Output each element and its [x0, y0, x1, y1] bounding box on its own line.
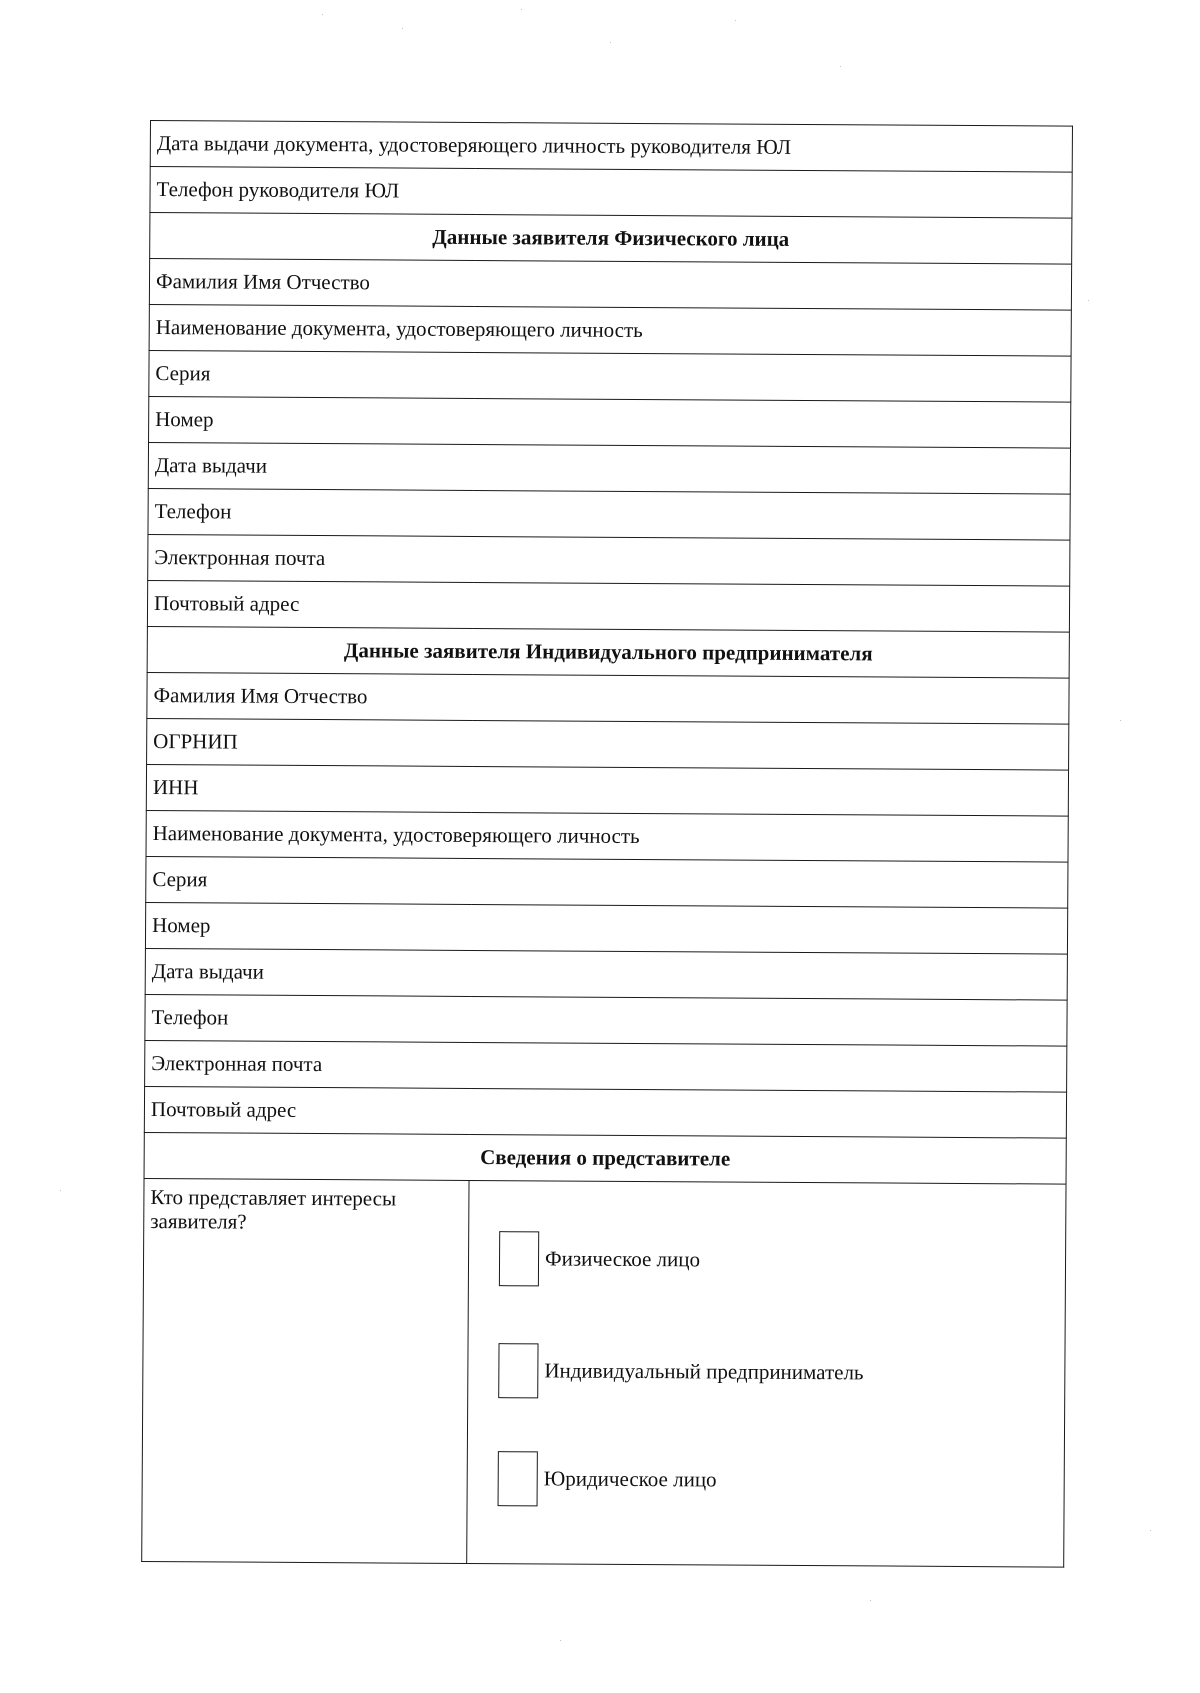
scan-speck [560, 1640, 561, 1641]
entrepreneur-postal-address-label: Почтовый адрес [144, 1086, 1066, 1138]
entrepreneur-series-label: Серия [146, 856, 1068, 908]
representative-question: Кто представляет интересы заявителя? [142, 1178, 469, 1563]
scan-speck [60, 1190, 61, 1191]
table-row [149, 259, 1071, 311]
section-header-row [144, 1132, 1066, 1184]
table-row [149, 350, 1071, 402]
table-row [145, 948, 1067, 1000]
entrepreneur-doc-name-label: Наименование документа, удостоверяющего личность [146, 810, 1068, 862]
individual-doc-name-label: Наименование документа, удостоверяющего личность [149, 304, 1071, 356]
scan-speck [1150, 1530, 1151, 1531]
table-row [149, 396, 1071, 448]
entrepreneur-full-name-label: Фамилия Имя Отчество [147, 672, 1069, 724]
table-row [145, 902, 1067, 954]
scan-speck [840, 66, 841, 67]
individual-issue-date-label: Дата выдачи [148, 442, 1070, 494]
option-entrepreneur[interactable] [498, 1343, 864, 1400]
section-header-row [150, 213, 1072, 265]
option-legal-entity[interactable] [498, 1451, 717, 1507]
representative-option-list [467, 1181, 1065, 1561]
option-entrepreneur-label: Индивидуальный предприниматель [544, 1358, 864, 1385]
scan-speck [735, 20, 736, 21]
individual-series-label: Серия [149, 350, 1071, 402]
entrepreneur-section-title: Данные заявителя Индивидуального предпринимателя [147, 626, 1069, 678]
table-row [147, 580, 1069, 632]
table-row [144, 1086, 1066, 1138]
table-row [147, 672, 1069, 724]
table-row [146, 856, 1068, 908]
head-phone-label: Телефон руководителя ЮЛ [150, 167, 1072, 219]
table-row [150, 121, 1072, 173]
application-form-table [141, 120, 1073, 1568]
table-row [148, 488, 1070, 540]
entrepreneur-email-label: Электронная почта [145, 1040, 1067, 1092]
representative-section-title: Сведения о представителе [144, 1132, 1066, 1184]
table-row [145, 994, 1067, 1046]
section-header-row [147, 626, 1069, 678]
option-individual[interactable] [499, 1231, 700, 1287]
option-individual-label: Физическое лицо [544, 1246, 701, 1272]
entrepreneur-number-label: Номер [145, 902, 1067, 954]
scan-speck [402, 28, 403, 29]
scan-speck [1120, 720, 1121, 721]
table-row [146, 764, 1068, 816]
individual-postal-address-label: Почтовый адрес [147, 580, 1069, 632]
scan-speck [610, 42, 611, 43]
scan-speck [870, 1600, 871, 1601]
individual-section-title: Данные заявителя Физического лица [150, 213, 1072, 265]
individual-phone-label: Телефон [148, 488, 1070, 540]
table-row [146, 810, 1068, 862]
individual-full-name-label: Фамилия Имя Отчество [149, 259, 1071, 311]
head-doc-date-label: Дата выдачи документа, удостоверяющего личность руководителя ЮЛ [150, 121, 1072, 173]
entrepreneur-ogrnip-label: ОГРНИП [147, 718, 1069, 770]
individual-number-label: Номер [149, 396, 1071, 448]
checkbox-legal-entity[interactable] [498, 1451, 538, 1506]
table-row [148, 534, 1070, 586]
entrepreneur-issue-date-label: Дата выдачи [145, 948, 1067, 1000]
option-legal-entity-label: Юридическое лицо [543, 1466, 717, 1492]
scan-speck [322, 14, 323, 15]
entrepreneur-inn-label: ИНН [146, 764, 1068, 816]
checkbox-entrepreneur[interactable] [498, 1343, 538, 1398]
representative-options-cell [467, 1180, 1066, 1567]
scan-speck [521, 9, 522, 10]
table-row [148, 442, 1070, 494]
representative-row [142, 1178, 1066, 1567]
table-row [145, 1040, 1067, 1092]
table-row [150, 167, 1072, 219]
table-row [147, 718, 1069, 770]
table-row [149, 304, 1071, 356]
scan-speck [1088, 300, 1089, 301]
entrepreneur-phone-label: Телефон [145, 994, 1067, 1046]
individual-email-label: Электронная почта [148, 534, 1070, 586]
checkbox-individual[interactable] [499, 1231, 539, 1286]
